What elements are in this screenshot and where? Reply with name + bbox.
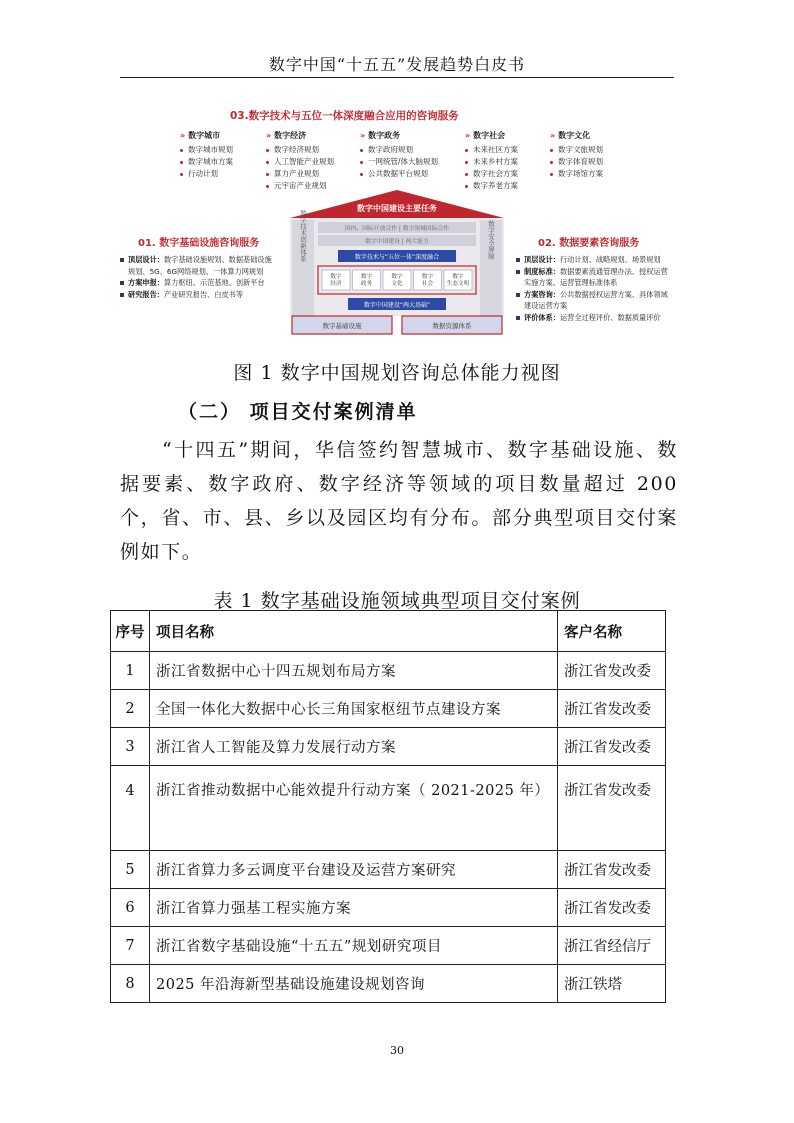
pillar-label: 社会 bbox=[421, 281, 434, 287]
chevron-icon: » bbox=[550, 131, 556, 140]
category-item: 未来乡村方案 bbox=[473, 157, 518, 166]
category-item: 数字场馆方案 bbox=[558, 169, 603, 178]
header-name: 项目名称 bbox=[150, 611, 558, 652]
figure-top-title: 03.数字技术与五位一体深度融合应用的咨询服务 bbox=[230, 110, 459, 122]
row-name: 2025 年沿海新型基础设施建设规划咨询 bbox=[150, 965, 558, 1003]
category-item: 公共数据平台规划 bbox=[368, 169, 428, 178]
row-client: 浙江铁塔 bbox=[558, 965, 666, 1003]
roof-label: 数字中国建设主要任务 bbox=[357, 204, 437, 213]
category-name: 数字社会 bbox=[473, 131, 506, 140]
row-client: 浙江省经信厅 bbox=[558, 927, 666, 965]
pillar-label: 数字 bbox=[360, 274, 373, 280]
right-panel-list: 顶层设计：行动计划、战略规划、场景规划 制度标准：数据要素流通管理办法、授权运营 实施方案、运营管理标准体系 方案咨询：公共数据授权运营方案、具体领域 建设运营方案 评价体系：运营全过程评价、数据质量评价 bbox=[516, 254, 668, 323]
row-no: 5 bbox=[111, 851, 150, 889]
bullet-icon bbox=[120, 293, 124, 297]
paragraph-text: “十四五”期间，华信签约智慧城市、数字基础设施、数据要素、数字政府、数字经济等领域的项目数量超过 200 个，省、市、县、乡以及园区均有分布。部分典型项目交付案例如下。 bbox=[120, 439, 678, 563]
row-name: 浙江省算力多云调度平台建设及运营方案研究 bbox=[150, 851, 558, 889]
pillar-box bbox=[444, 270, 472, 290]
category-item: 人工智能产业规划 bbox=[274, 157, 334, 166]
band-2-label: 数字中国建设 | 两大能力 bbox=[365, 239, 429, 245]
category-item: 数字城市方案 bbox=[188, 157, 233, 166]
row-name: 浙江省推动数据中心能效提升行动方案（ 2021-2025 年） bbox=[150, 766, 558, 851]
category-item: 未来社区方案 bbox=[473, 145, 518, 154]
bullet-icon bbox=[120, 258, 124, 262]
category-item: 数字文旅规划 bbox=[558, 145, 603, 154]
pillar-box bbox=[414, 270, 442, 290]
table-row bbox=[111, 965, 666, 1003]
row-name: 浙江省人工智能及算力发展行动方案 bbox=[150, 728, 558, 766]
category-item: 算力产业规划 bbox=[274, 169, 319, 178]
left-vertical-label: 数字技术创新体系 bbox=[299, 210, 307, 262]
pillar-label: 数字 bbox=[330, 274, 342, 280]
table-row bbox=[111, 766, 666, 851]
right-panel-title: 02. 数据要素咨询服务 bbox=[538, 238, 640, 249]
category-item: 数字城市规划 bbox=[188, 145, 233, 154]
body-paragraph bbox=[120, 433, 678, 569]
header-rule bbox=[120, 77, 674, 78]
pillar-label: 政务 bbox=[360, 281, 373, 287]
band-1-label: 国内、国际开放合作 | 数字领域国际合作 bbox=[344, 226, 450, 232]
pillar-label: 数字 bbox=[452, 274, 464, 280]
category-name: 数字经济 bbox=[274, 131, 307, 140]
table-row bbox=[111, 889, 666, 927]
row-no: 7 bbox=[111, 927, 150, 965]
table-caption: 表 1 数字基础设施领域典型项目交付案例 bbox=[213, 590, 581, 612]
row-client: 浙江省发改委 bbox=[558, 652, 666, 690]
base-label: 数字中国建设“两大基础” bbox=[363, 302, 431, 309]
row-client: 浙江省发改委 bbox=[558, 728, 666, 766]
category-item: 行动计划 bbox=[188, 169, 218, 178]
running-header: 数字中国“十五五”发展趋势白皮书 bbox=[268, 55, 526, 74]
category-name: 数字城市 bbox=[188, 131, 221, 140]
chevron-icon: » bbox=[266, 131, 272, 140]
category-item: 数字政府规划 bbox=[368, 145, 413, 154]
row-name: 全国一体化大数据中心长三角国家枢纽节点建设方案 bbox=[150, 690, 558, 728]
pillar-label: 数字 bbox=[391, 274, 403, 280]
figure-caption: 图 1 数字中国规划咨询总体能力视图 bbox=[233, 362, 561, 384]
row-client: 浙江省发改委 bbox=[558, 690, 666, 728]
pillar-label: 文化 bbox=[391, 281, 403, 287]
bullet-icon bbox=[516, 258, 520, 262]
fusion-label: 数字技术与“五位一体”深度融合 bbox=[354, 254, 440, 261]
base-right-label: 数据资源体系 bbox=[432, 322, 472, 330]
row-client: 浙江省发改委 bbox=[558, 889, 666, 927]
bullet-icon bbox=[516, 270, 520, 274]
row-client: 浙江省发改委 bbox=[558, 851, 666, 889]
chevron-icon: » bbox=[180, 131, 186, 140]
category-item: 数字体育规划 bbox=[558, 157, 603, 166]
pillar-label: 生态文明 bbox=[446, 281, 470, 287]
bullet-icon bbox=[516, 316, 520, 320]
category-item: 数字社会方案 bbox=[473, 169, 518, 178]
right-vertical-label: 数字安全屏障 bbox=[487, 220, 495, 260]
header-client: 客户名称 bbox=[558, 611, 666, 652]
table-row bbox=[111, 851, 666, 889]
chevron-icon: » bbox=[465, 131, 471, 140]
row-name: 浙江省算力强基工程实施方案 bbox=[150, 889, 558, 927]
category-item: 一网统管/体大脑规划 bbox=[368, 157, 439, 166]
pillar-group bbox=[322, 270, 472, 290]
category-name: 数字文化 bbox=[558, 131, 591, 140]
case-table bbox=[110, 610, 666, 1003]
pillar-label: 数字 bbox=[421, 274, 434, 280]
left-panel-title: 01. 数字基础设施咨询服务 bbox=[138, 238, 260, 249]
base-left-label: 数字基础设施 bbox=[322, 322, 362, 330]
header-no: 序号 bbox=[111, 611, 150, 652]
table-row bbox=[111, 728, 666, 766]
pillar-box bbox=[383, 270, 411, 290]
page-number: 30 bbox=[390, 1044, 404, 1057]
category-item: 数字养老方案 bbox=[473, 181, 518, 190]
pillar-box bbox=[322, 270, 350, 290]
row-no: 2 bbox=[111, 690, 150, 728]
section-heading: （二） 项目交付案例清单 bbox=[178, 401, 418, 423]
row-no: 3 bbox=[111, 728, 150, 766]
table-row bbox=[111, 927, 666, 965]
chevron-icon: » bbox=[360, 131, 366, 140]
row-client: 浙江省发改委 bbox=[558, 766, 666, 851]
bullet-icon bbox=[516, 293, 520, 297]
row-no: 6 bbox=[111, 889, 150, 927]
row-no: 4 bbox=[111, 766, 150, 851]
pillar-label: 经济 bbox=[330, 281, 342, 287]
row-no: 1 bbox=[111, 652, 150, 690]
row-no: 8 bbox=[111, 965, 150, 1003]
row-name: 浙江省数据中心十四五规划布局方案 bbox=[150, 652, 558, 690]
bullet-icon bbox=[120, 281, 124, 285]
capability-figure bbox=[120, 100, 674, 348]
pillar-box bbox=[353, 270, 381, 290]
table-header-row bbox=[111, 611, 666, 652]
row-name: 浙江省数字基础设施“十五五”规划研究项目 bbox=[150, 927, 558, 965]
category-name: 数字政务 bbox=[368, 131, 401, 140]
category-item: 数字经济规划 bbox=[274, 145, 319, 154]
category-item: 元宇宙产业规划 bbox=[274, 181, 327, 190]
table-row bbox=[111, 690, 666, 728]
table-row bbox=[111, 652, 666, 690]
left-panel-list: 顶层设计：数字基础设施规划、数据基础设施 规划、5G、6G网络规划、一体算力网规划 方案申报：算力枢纽、示范基地、创新平台 研究报告：产业研究报告、白皮书等 bbox=[120, 254, 272, 300]
